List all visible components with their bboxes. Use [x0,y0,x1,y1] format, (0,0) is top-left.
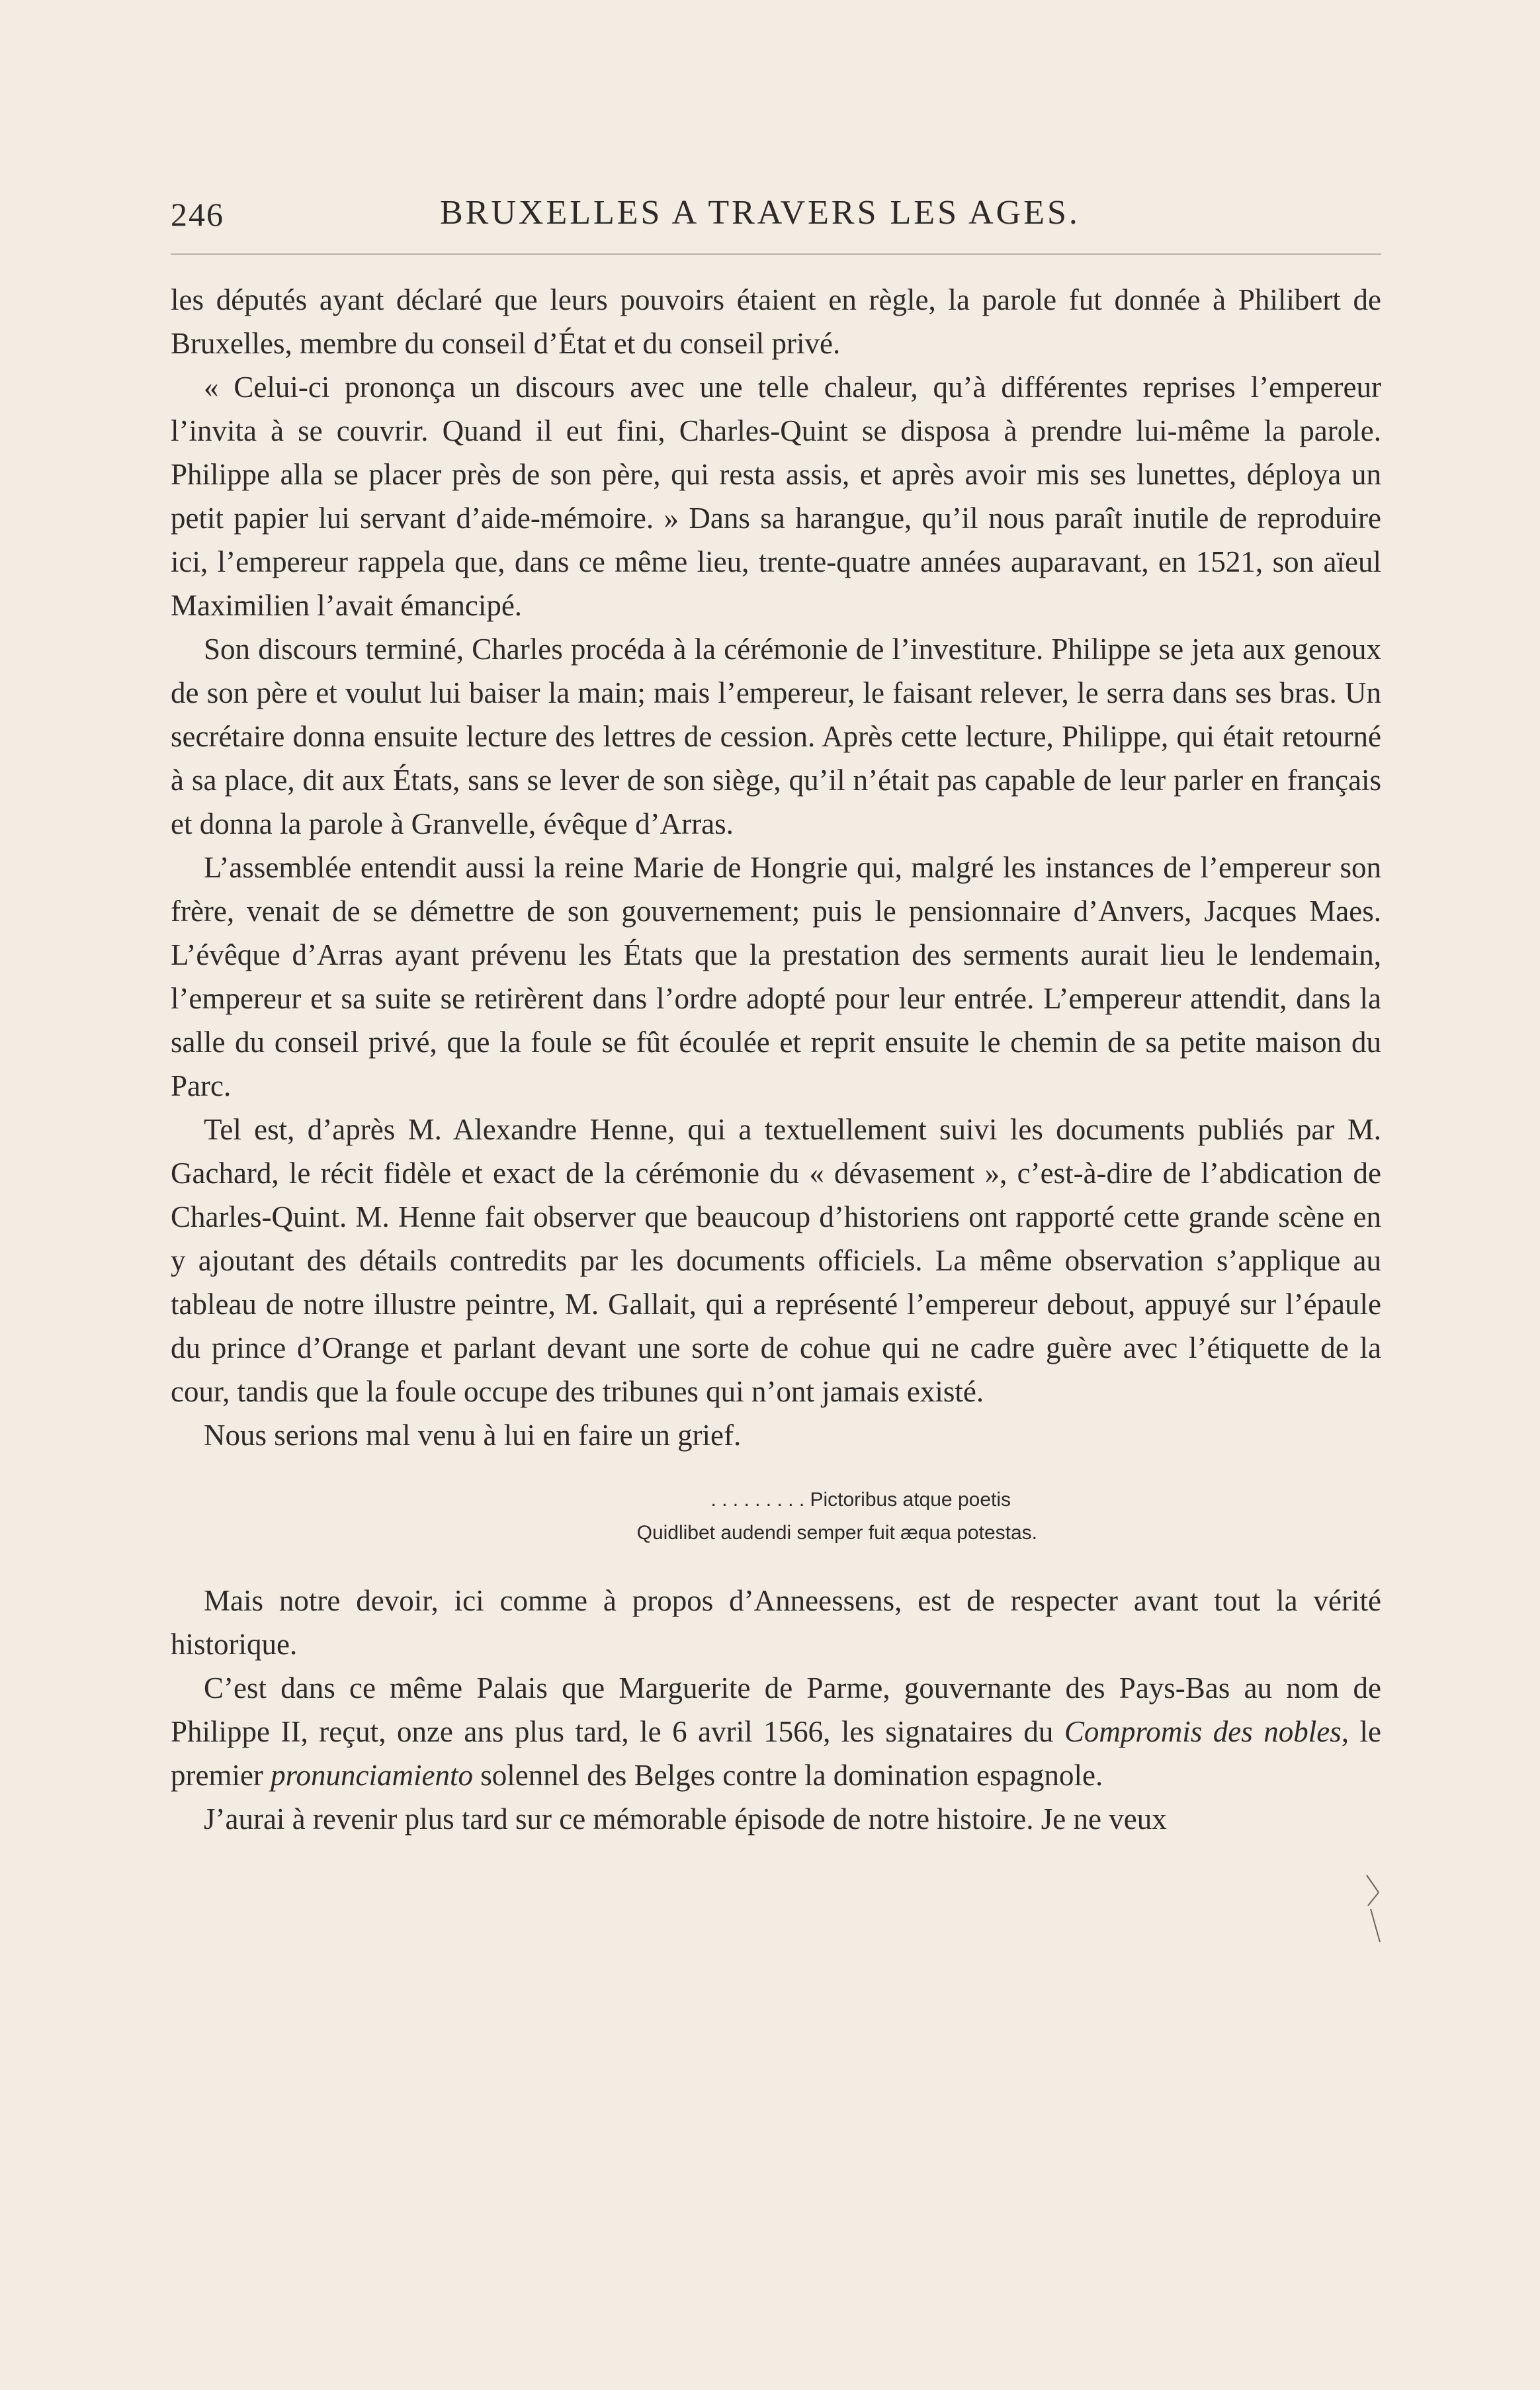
italic-title: Compromis des nobles, [1064,1715,1349,1748]
latin-quotation [171,1483,1381,1550]
paragraph: J’aurai à revenir plus tard sur ce mémorable épisode de notre histoire. Je ne veux [204,1802,1167,1836]
paragraph: Son discours terminé, Charles procéda à la cérémonie de l’investiture. Philippe se jeta aux genoux de son père et voulut lui baiser la main; mais l’empereur, le faisant relever, le serra dans ses bras. Un secrétaire donna ensuite lecture des lettres de cession. Après cette lecture, Philippe, qui était retourné à sa place, dit aux États, sans se lever de son siège, qu’il n’était pas capable de leur parler en français et donna la parole à Granvelle, évêque d’Arras. [171,633,1381,840]
quote-line: Quidlibet audendi semper fuit æqua potestas. [636,1522,1037,1544]
page-number: 246 [171,196,224,233]
text-run: solennel des Belges contre la domination espagnole. [472,1759,1103,1792]
header-rule [171,253,1381,255]
paragraph: les députés ayant déclaré que leurs pouvoirs étaient en règle, la parole fut donnée à Philibert de Bruxelles, membre du conseil d’État et du conseil privé. [171,283,1381,360]
paragraph [171,1666,1381,1797]
running-title: BRUXELLES A TRAVERS LES AGES. [440,194,1080,232]
paragraph: Nous serions mal venu à lui en faire un grief. [204,1419,742,1452]
body-text [171,278,1381,1841]
paragraph: « Celui-ci prononça un discours avec une telle chaleur, qu’à différentes reprises l’empereur l’invita à se couvrir. Quand il eut fini, Charles-Quint se disposa à prendre lui-même la parole. Philippe alla se placer près de son père, qui resta assis, et après avoir mis ses lunettes, déploya un petit papier lui servant d’aide-mémoire. » Dans sa harangue, qu’il nous paraît inutile de reproduire ici, l’empereur rappela que, dans ce même lieu, trente-quatre années auparavant, en 1521, son aïeul Maximilien l’avait émancipé. [171,371,1381,622]
paragraph: Tel est, d’après M. Alexandre Henne, qui a textuellement suivi les documents publiés par M. Gachard, le récit fidèle et exact de la cérémonie du « dévasement », c’est-à-dire de l’abdication de Charles-Quint. M. Henne fait observer que beaucoup d’historiens ont rapporté cette grande scène en y ajoutant des détails contredits par les documents officiels. La même observation s’applique au tableau de notre illustre peintre, M. Gallait, qui a représenté l’empereur debout, appuyé sur l’épaule du prince d’Orange et parlant devant une sorte de cohue qui ne cadre guère avec l’étiquette de la cour, tandis que la foule occupe des tribunes qui n’ont jamais existé. [171,1113,1381,1408]
text-run: le premier [171,1715,1382,1792]
italic-term: pronunciamiento [271,1759,473,1792]
paragraph: Mais notre devoir, ici comme à propos d’Anneessens, est de respecter avant tout la vérité historique. [171,1584,1381,1661]
quote-line: . . . . . . . . . Pictoribus atque poetis [710,1489,1011,1511]
pencil-mark-icon [1364,1873,1383,1945]
text-run: C’est dans ce même Palais que Marguerite de Parme, gouvernante des Pays-Bas au nom de Philippe II, reçut, onze ans plus tard, le 6 avril 1566, les signataires du [171,1671,1381,1748]
paragraph: L’assemblée entendit aussi la reine Marie de Hongrie qui, malgré les instances de l’empereur son frère, venait de se démettre de son gouvernement; puis le pensionnaire d’Anvers, Jacques Maes. L’évêque d’Arras ayant prévenu les États que la prestation des serments aurait lieu le lendemain, l’empereur et sa suite se retirèrent dans l’ordre adopté pour leur entrée. L’empereur attendit, dans la salle du conseil privé, que la foule se fût écoulée et reprit ensuite le chemin de sa petite maison du Parc. [171,851,1381,1102]
